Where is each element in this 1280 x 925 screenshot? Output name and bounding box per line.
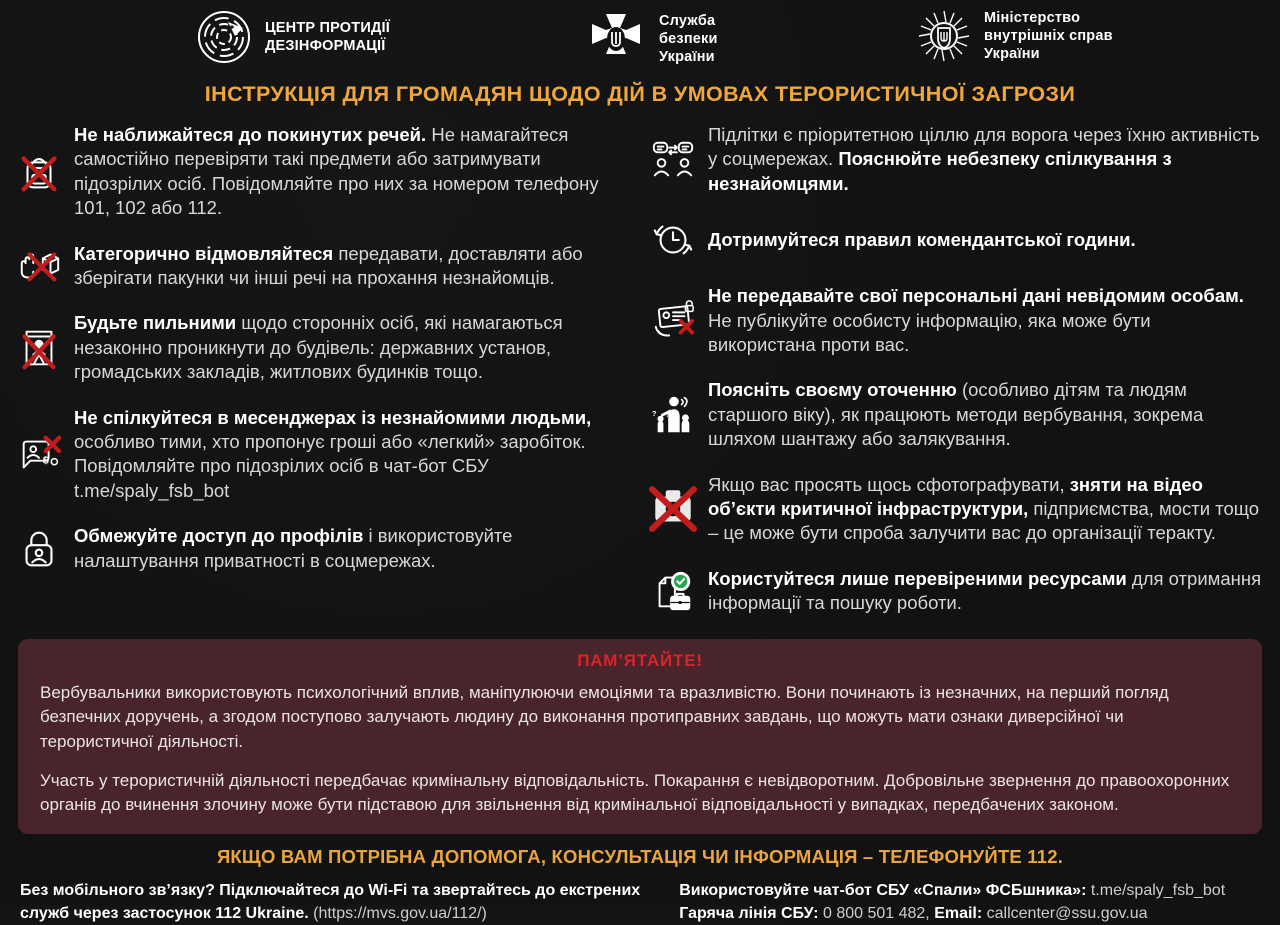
instruction-text: Не спілкуйтеся в месенджерах із незнайомими людьми, особливо тими, хто пропонує гроші або «легкий» заробіток. Повідомляйте про підозрілих осіб в чат-бот СБУ t.me/spaly_fsb_bot: [74, 406, 592, 501]
header: [0, 0, 1280, 78]
sbu-emblem-icon: [585, 8, 647, 70]
help-line: ЯКЩО ВАМ ПОТРІБНА ДОПОМОГА, КОНСУЛЬТАЦІЯ ЧИ ІНФОРМАЦІЯ – ТЕЛЕФОНУЙТЕ 112.: [216, 845, 1064, 867]
instruction-text: Не наближайтеся до покинутих речей. Не намагайтеся самостійно перевіряти такі предмети або затримувати підозрілих осіб. Повідомляйте про них за номером телефону 101, 102 або 112.: [74, 124, 599, 219]
right-column: [648, 123, 1262, 637]
mvs-label: Міністерство внутрішніх справ України: [984, 9, 1113, 63]
instruction-text: Підлітки є пріоритетною ціллю для ворога через їхню активність у соцмережах. Пояснюйте небезпеку спілкування з незнайомцями.: [708, 124, 1260, 194]
sbu-label: Служба безпеки України: [659, 12, 718, 66]
page-title: ІНСТРУКЦІЯ ДЛЯ ГРОМАДЯН ЩОДО ДІЙ В УМОВАХ ТЕРОРИСТИЧНОЇ ЗАГРОЗИ: [204, 82, 1076, 106]
instruction-text: Не передавайте свої персональні дані невідомим особам. Не публікуйте особисту інформацію, яка може бути використана проти вас.: [708, 285, 1244, 356]
svg-text:$: $: [42, 455, 49, 468]
logo-disinformation-center: [195, 8, 390, 66]
footer-hotline-line: Гаряча лінія СБУ: 0 800 501 482, Email: callcenter@ssu.gov.ua: [679, 904, 1148, 922]
camera-crossed-icon: [648, 484, 698, 534]
chat-money-crossed-icon: [14, 431, 64, 477]
id-card-crossed-icon: [648, 298, 698, 344]
instruction-abandoned-items: [14, 123, 628, 221]
instruction-explain-recruitment: [648, 378, 1262, 451]
instruction-be-vigilant: [14, 311, 628, 384]
remember-paragraph-2: Участь у терористичній діяльності передбачає кримінальну відповідальність. Покарання є невідворотним. Добровільне звернення до правоохоронних органів до вчинення злочину може бути підставою для звільнення від кримінальної відповідальності у випадках, передбачених законом.: [40, 770, 1230, 815]
disinformation-center-logo-icon: [195, 8, 253, 66]
instruction-text: Категорично відмовляйтеся передавати, доставляти або зберігати пакунки чи інші речі на прохання незнайомців.: [74, 242, 583, 289]
intruder-crossed-icon: [14, 325, 64, 371]
backpack-crossed-icon: [14, 149, 64, 195]
family-explain-icon: [648, 392, 698, 438]
curfew-clock-icon: [648, 217, 698, 263]
instruction-verified-resources: [648, 567, 1262, 616]
disinformation-center-label: ЦЕНТР ПРОТИДІЇ ДЕЗІНФОРМАЦІЇ: [265, 19, 390, 54]
footer: [0, 878, 1280, 925]
remember-box: [18, 639, 1262, 834]
instruction-no-stranger-messengers: [14, 406, 628, 504]
svg-text:?: ?: [665, 411, 670, 419]
instruction-text: Поясніть своєму оточенню (особливо дітям та людям старшого віку), як працюють методи вербування, зокрема шляхом шантажу або залякування.: [708, 379, 1204, 450]
people-messaging-icon: [648, 137, 698, 183]
instruction-refuse-packages: [14, 242, 628, 291]
instruction-teens-target: [648, 123, 1262, 196]
instruction-text: Будьте пильними щодо сторонніх осіб, які намагаються незаконно проникнути до будівель: державних установ, громадських закладів, житлових будинків тощо.: [74, 312, 563, 383]
instruction-limit-profile-access: [14, 524, 628, 573]
footer-right: [679, 880, 1260, 925]
instruction-text: Якщо вас просять щось сфотографувати, зняти на відео об’єкти критичної інфраструктури, підприємства, мости тощо – це може бути спроба залучити вас до організації теракту.: [708, 473, 1260, 544]
logo-sbu: [585, 8, 718, 70]
left-column: [14, 123, 628, 637]
svg-text:?: ?: [651, 409, 657, 419]
mvs-emblem-icon: [916, 8, 972, 64]
lock-profile-icon: [14, 526, 64, 572]
instruction-text: Користуйтеся лише перевіреними ресурсами для отримання інформації та пошуку роботи.: [708, 567, 1262, 614]
footer-left: Без мобільного зв’язку? Підключайтеся до Wi-Fi та звертайтесь до екстрених служб через застосунок 112 Ukraine. (https://mvs.gov.ua/112/): [20, 881, 641, 922]
instruction-text: Дотримуйтеся правил комендантської години.: [708, 229, 1136, 251]
instruction-curfew: [648, 217, 1262, 263]
logo-mvs: [916, 8, 1113, 64]
instruction-personal-data: [648, 284, 1262, 357]
footer-chatbot-line: Використовуйте чат-бот СБУ «Спали» ФСБшника»: t.me/spaly_fsb_bot: [679, 881, 1226, 899]
remember-paragraph-1: Вербувальники використовують психологічний вплив, маніпулюючи емоціями та вразливістю. Вони починають із незначних, на перший погляд безпечних доручень, а згодом поступово залучають людину до виконання протиправних завдань, що можуть мати ознаки диверсійної чи терористичної діяльності.: [40, 682, 1169, 751]
remember-title: ПАМ’ЯТАЙТЕ!: [577, 650, 703, 670]
instruction-no-photos-infrastructure: [648, 473, 1262, 546]
hand-package-crossed-icon: [14, 243, 64, 289]
instructions-grid: [0, 117, 1280, 637]
verified-resources-icon: [648, 568, 698, 614]
instruction-text: Обмежуйте доступ до профілів і використовуйте налаштування приватності в соцмережах.: [74, 525, 513, 571]
